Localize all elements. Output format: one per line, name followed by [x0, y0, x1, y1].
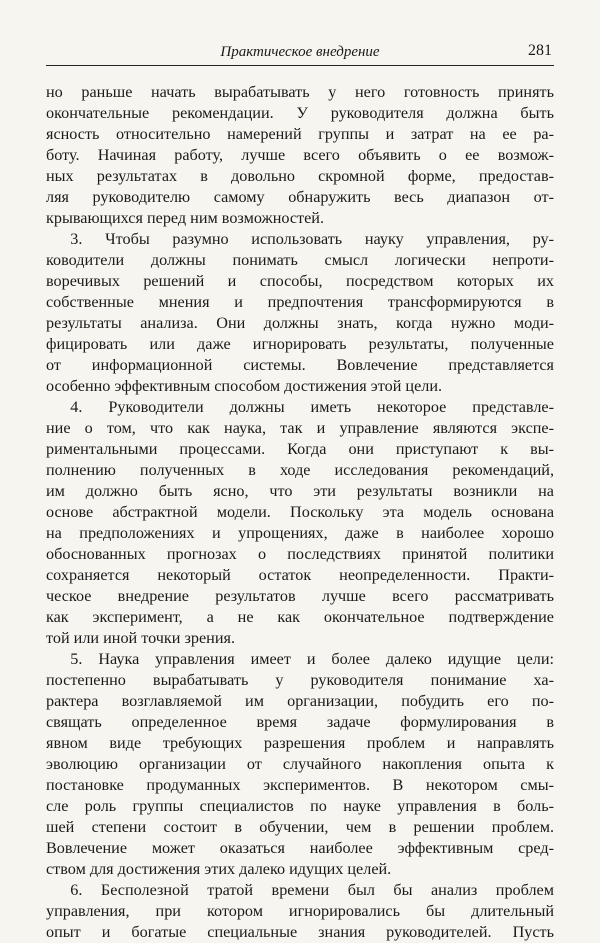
text-line: ляя руководителю самому обнаружить весь диапазон от-: [46, 188, 554, 206]
text-line: шей степени состоит в обучении, чем в решении проблем.: [46, 818, 554, 836]
text-line: от информационной системы. Вовлечение представляется: [46, 356, 554, 374]
text-line: ством для достижения этих далеко идущих целей.: [46, 860, 392, 878]
text-line: явном виде требующих разрешения проблем и направлять: [46, 734, 554, 752]
text-line: результаты анализа. Они должны знать, когда нужно моди-: [46, 314, 554, 332]
running-head: [46, 40, 554, 64]
text-line: 5. Наука управления имеет и более далеко идущие цели:: [70, 650, 554, 668]
text-line: ясность относительно намерений группы и затрат на ее ра-: [46, 125, 554, 143]
text-line: ководители должны понимать смысл логически непроти-: [46, 251, 554, 269]
text-line: 3. Чтобы разумно использовать науку управления, ру-: [70, 230, 554, 248]
text-line: эволюцию организации от случайного накопления опыта к: [46, 755, 554, 773]
text-line: фицировать или даже игнорировать результаты, полученные: [46, 335, 554, 353]
text-line: им должно быть ясно, что эти результаты возникли на: [46, 482, 554, 500]
text-line: опыт и богатые специальные знания руководителей. Пусть: [46, 923, 554, 941]
text-line: рактера возглавляемой им организации, побудить его по-: [46, 692, 554, 710]
text-line: свящать определенное время задаче формулирования в: [46, 713, 554, 731]
header-rule: [46, 65, 554, 66]
text-line: собственные мнения и предпочтения трансформируются в: [46, 293, 554, 311]
text-line: сохраняется некоторый остаток неопределенности. Практи-: [46, 566, 554, 584]
text-line: ческое внедрение результатов лучше всего рассматривать: [46, 587, 554, 605]
text-line: но раньше начать вырабатывать у него готовность принять: [46, 83, 554, 101]
text-line: Вовлечение может оказаться наиболее эффективным сред-: [46, 839, 554, 857]
text-line: обоснованных прогнозах о последствиях принятой политики: [46, 545, 554, 563]
text-line: как эксперимент, а не как окончательное подтверждение: [46, 608, 554, 626]
text-line: постепенно вырабатывать у руководителя понимание ха-: [46, 671, 554, 689]
text-line: полнению полученных в ходе исследования рекомендаций,: [46, 461, 554, 479]
text-line: управления, при котором игнорировались бы длительный: [46, 902, 554, 920]
text-line: на предположениях и упрощениях, даже в наиболее хорошо: [46, 524, 554, 542]
text-line: крывающихся перед ним возможностей.: [46, 209, 325, 227]
text-line: риментальными процессами. Когда они приступают к вы-: [46, 440, 554, 458]
text-line: сле роль группы специалистов по науке управления в боль-: [46, 797, 554, 815]
text-line: 4. Руководители должны иметь некоторое представле-: [70, 398, 554, 416]
text-line: основе абстрактной модели. Поскольку эта модель основана: [46, 503, 554, 521]
text-line: боту. Начиная работу, лучше всего объявить о ее возмож-: [46, 146, 554, 164]
page-number: 281: [528, 42, 552, 59]
text-line: постановке продуманных экспериментов. В некотором смы-: [46, 776, 554, 794]
text-line: той или иной точки зрения.: [46, 629, 235, 647]
text-line: воречивых решений и способы, посредством которых их: [46, 272, 554, 290]
body-text: [46, 82, 554, 943]
text-line: окончательные рекомендации. У руководителя должна быть: [46, 104, 554, 122]
running-title: Практическое внедрение: [220, 44, 380, 60]
text-line: особенно эффективным способом достижения этой цели.: [46, 377, 443, 395]
text-line: 6. Бесполезной тратой времени был бы анализ проблем: [70, 881, 554, 899]
text-line: ных результатах в довольно скромной форме, предостав-: [46, 167, 554, 185]
text-line: ние о том, что как наука, так и управление являются экспе-: [46, 419, 554, 437]
